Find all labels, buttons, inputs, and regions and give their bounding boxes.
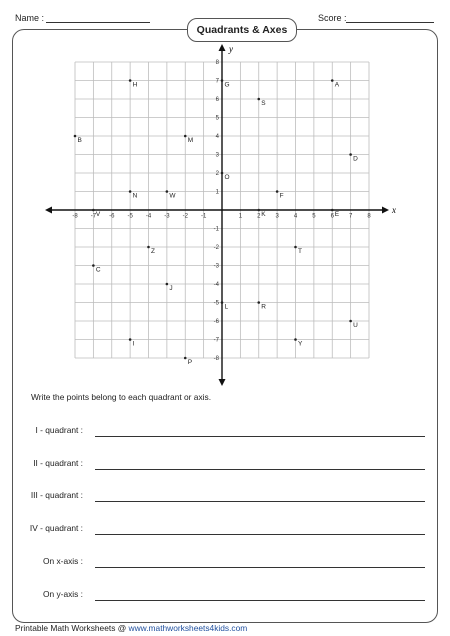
answer-line[interactable] xyxy=(95,567,425,568)
x-tick-label: 4 xyxy=(293,213,298,220)
y-axis-label: y xyxy=(229,44,233,54)
x-tick-label: -5 xyxy=(127,213,133,220)
point-d-dot xyxy=(349,153,352,156)
y-tick-label: -6 xyxy=(213,319,219,325)
point-z-label: Z xyxy=(151,248,155,255)
point-n-label: N xyxy=(132,192,138,200)
answer-line[interactable] xyxy=(95,501,425,502)
point-f-label: F xyxy=(279,192,284,200)
y-tick-label: -2 xyxy=(213,245,219,251)
footer-prefix: Printable Math Worksheets @ xyxy=(15,623,129,633)
point-g-dot xyxy=(221,79,224,82)
answer-label: I - quadrant : xyxy=(35,425,83,435)
point-g-label: G xyxy=(224,81,230,89)
point-l-dot xyxy=(221,301,224,304)
point-t-dot xyxy=(294,246,297,249)
answer-label: IV - quadrant : xyxy=(29,523,83,534)
point-r-label: R xyxy=(261,303,266,311)
y-tick-label: -1 xyxy=(213,226,219,233)
x-tick-label: 3 xyxy=(275,213,279,220)
point-b-dot xyxy=(74,135,77,138)
point-e-label: E xyxy=(334,211,340,218)
point-c-label: C xyxy=(95,266,101,274)
point-a-dot xyxy=(331,79,334,82)
x-tick-label: -6 xyxy=(109,213,115,220)
y-tick-label: -4 xyxy=(213,282,219,288)
x-axis-left-arrow xyxy=(45,207,52,214)
y-tick-label: 5 xyxy=(215,115,219,122)
y-tick-label: 7 xyxy=(215,78,219,85)
point-n-dot xyxy=(129,190,132,193)
y-tick-label: -7 xyxy=(213,337,219,344)
x-tick-label: -3 xyxy=(164,213,170,220)
x-tick-label: 5 xyxy=(312,213,316,220)
answer-label: On y-axis : xyxy=(42,588,83,599)
point-i-label: I xyxy=(132,340,135,348)
x-tick-label: -8 xyxy=(72,213,78,220)
point-c-dot xyxy=(92,264,95,267)
point-h-label: H xyxy=(132,81,138,89)
point-o-label: O xyxy=(224,174,230,181)
y-tick-label: -5 xyxy=(213,300,219,307)
x-axis-right-arrow xyxy=(382,207,389,214)
point-z-dot xyxy=(147,246,150,249)
x-tick-label: -1 xyxy=(200,213,207,220)
y-tick-label: 3 xyxy=(215,152,219,159)
point-j-dot xyxy=(166,283,169,286)
x-tick-label: -4 xyxy=(145,213,152,220)
y-tick-label: 1 xyxy=(215,189,219,196)
point-v-dot xyxy=(92,209,95,212)
point-m-dot xyxy=(184,135,187,138)
worksheet-title: Quadrants & Axes xyxy=(187,18,297,42)
point-l-label: L xyxy=(224,303,229,311)
y-tick-label: 4 xyxy=(215,134,219,140)
x-tick-label: 7 xyxy=(348,213,353,220)
point-k-dot xyxy=(257,209,260,212)
point-u-dot xyxy=(349,320,352,323)
point-o-dot xyxy=(221,172,224,175)
x-tick-label: 8 xyxy=(367,213,371,220)
x-tick-label: -7 xyxy=(90,213,97,220)
y-tick-label: -3 xyxy=(213,263,219,270)
score-label: Score : xyxy=(318,13,347,23)
x-tick-label: 1 xyxy=(238,213,243,220)
point-s-label: S xyxy=(261,100,266,107)
answer-label: On x-axis : xyxy=(42,555,83,566)
instructions: Write the points belong to each quadrant or axis. xyxy=(31,392,212,402)
y-tick-label: -8 xyxy=(213,356,219,362)
y-tick-label: 6 xyxy=(215,97,219,103)
x-axis-label: x xyxy=(392,205,396,215)
footer-site[interactable]: www.mathworksheets4kids.com xyxy=(128,623,248,633)
point-p-label: P xyxy=(187,359,193,366)
point-y-dot xyxy=(294,338,297,341)
answer-line[interactable] xyxy=(95,534,425,535)
point-u-label: U xyxy=(353,322,358,329)
y-tick-label: 8 xyxy=(215,60,219,66)
answer-line[interactable] xyxy=(95,436,425,437)
point-h-dot xyxy=(129,79,132,82)
point-d-label: D xyxy=(353,155,358,163)
y-tick-label: 2 xyxy=(215,171,219,177)
point-w-label: W xyxy=(169,192,176,200)
point-m-label: M xyxy=(187,137,194,144)
x-tick-label: 2 xyxy=(257,213,261,220)
point-s-dot xyxy=(257,98,260,101)
point-i-dot xyxy=(129,338,132,341)
y-axis-down-arrow xyxy=(219,379,226,386)
point-t-label: T xyxy=(298,248,302,255)
point-v-label: V xyxy=(95,211,101,218)
x-tick-label: 6 xyxy=(330,213,334,220)
point-y-label: Y xyxy=(298,340,303,348)
answer-label: III - quadrant : xyxy=(30,490,83,501)
point-p-dot xyxy=(184,357,187,360)
answer-label: II - quadrant : xyxy=(33,457,83,468)
name-label: Name : xyxy=(15,13,45,23)
answer-line[interactable] xyxy=(95,469,425,470)
answer-line[interactable] xyxy=(95,600,425,601)
point-w-dot xyxy=(166,190,169,193)
y-axis-up-arrow xyxy=(219,44,226,51)
x-tick-label: -2 xyxy=(182,213,188,220)
footer xyxy=(15,623,247,633)
point-b-label: B xyxy=(77,137,82,144)
point-f-dot xyxy=(276,190,279,193)
point-a-label: A xyxy=(334,81,340,89)
point-k-label: K xyxy=(261,211,266,218)
point-r-dot xyxy=(257,301,260,304)
point-j-label: J xyxy=(169,285,173,292)
point-e-dot xyxy=(331,209,334,212)
